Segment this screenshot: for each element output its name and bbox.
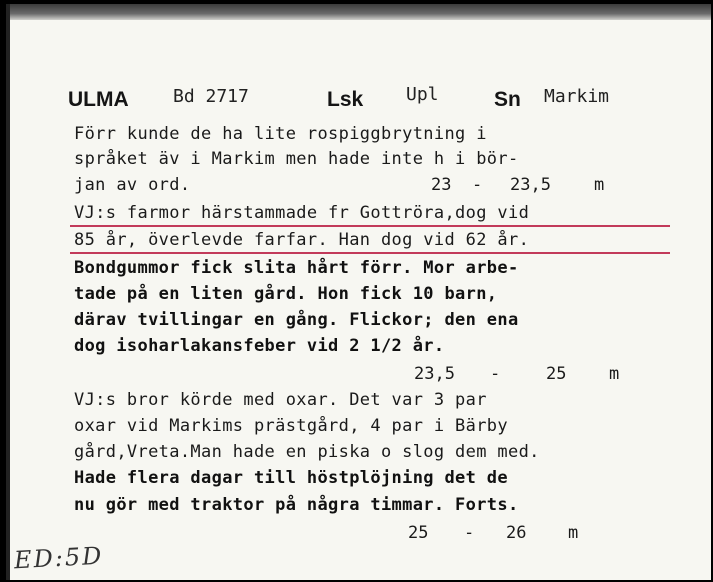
- card-top-edge: [6, 4, 711, 20]
- text-line: VJ:s bror körde med oxar. Det var 3 par: [74, 390, 487, 410]
- text-line: därav tvillingar en gång. Flickor; den ena: [74, 310, 519, 330]
- page-ref-dash: -: [464, 523, 475, 543]
- word-label: ULMA: [68, 88, 129, 111]
- page-ref-dash: -: [472, 175, 483, 195]
- red-underline: [70, 225, 670, 227]
- page-ref-to: 26: [506, 523, 527, 543]
- red-underline: [70, 252, 670, 254]
- page-ref-from: 23,5: [414, 364, 455, 384]
- text-line: nu gör med traktor på några timmar. Forts.: [74, 495, 519, 515]
- lsk-label: Lsk: [327, 88, 364, 111]
- text-line: oxar vid Markims prästgård, 4 par i Bärby: [74, 416, 508, 436]
- page-ref-unit: m: [594, 175, 605, 195]
- page-ref-unit: m: [609, 364, 620, 384]
- page-ref-unit: m: [568, 523, 579, 543]
- lsk-value: Upl: [406, 84, 439, 105]
- text-line: Bondgummor fick slita hårt förr. Mor arbe-: [74, 258, 519, 278]
- page-ref-from: 23: [431, 175, 452, 195]
- archive-card: [6, 4, 711, 580]
- page-ref-from: 25: [408, 523, 429, 543]
- text-line: jan av ord.: [74, 175, 191, 195]
- text-line: gård,Vreta.Man hade en piska o slog dem med.: [74, 442, 540, 462]
- text-line: Hade flera dagar till höstplöjning det de: [74, 468, 508, 488]
- archive-stamp: ED:5D: [13, 541, 105, 575]
- text-line: dog isoharlakansfeber vid 2 1/2 år.: [74, 336, 445, 356]
- card-left-edge: [6, 4, 10, 580]
- bd-number: Bd 2717: [173, 86, 249, 107]
- sn-label: Sn: [494, 88, 521, 111]
- sn-value: Markim: [544, 86, 610, 107]
- text-line: VJ:s farmor härstammade fr Gottröra,dog vid: [74, 203, 530, 223]
- text-line: språket äv i Markim men hade inte h i bör-: [74, 149, 519, 169]
- text-line: Förr kunde de ha lite rospiggbrytning i: [74, 124, 487, 144]
- page-ref-dash: -: [490, 364, 501, 384]
- page-ref-to: 25: [546, 364, 567, 384]
- text-line: 85 år, överlevde farfar. Han dog vid 62 år.: [74, 230, 530, 250]
- text-line: tade på en liten gård. Hon fick 10 barn,: [74, 284, 498, 304]
- page-ref-to: 23,5: [510, 175, 551, 195]
